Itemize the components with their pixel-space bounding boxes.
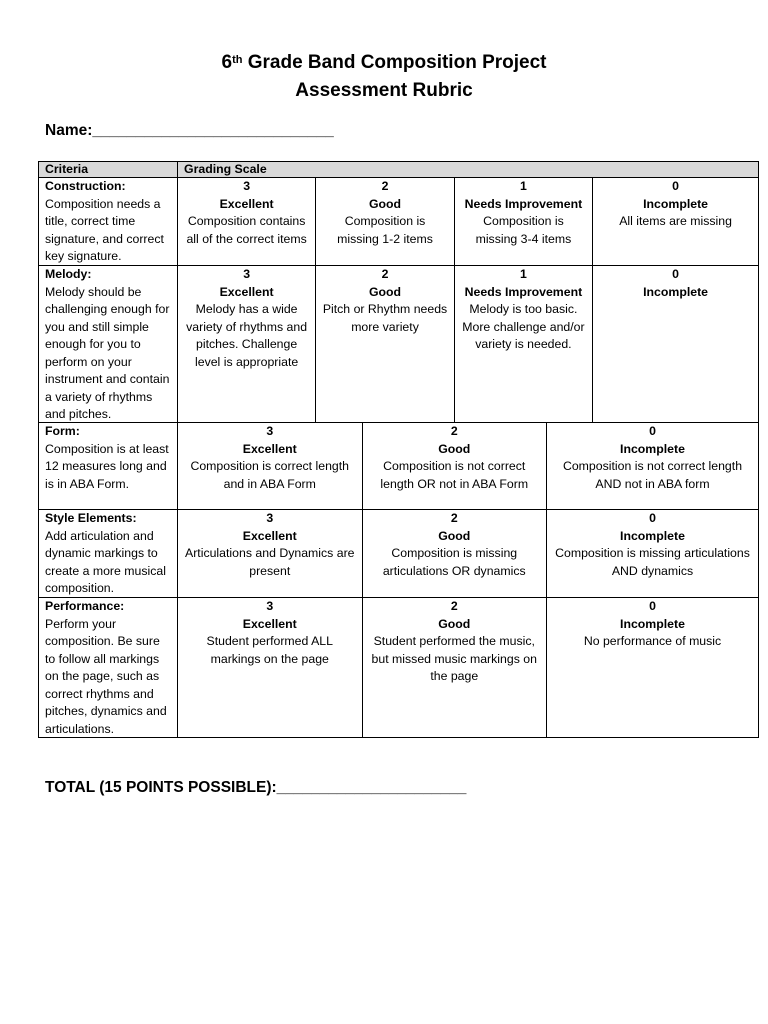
name-field-label: Name:____________________________ (45, 122, 334, 139)
title-grade-number: 6 (221, 52, 233, 73)
rubric-table (38, 161, 759, 738)
level-score: 0 (672, 179, 679, 193)
level-grade: Excellent (242, 616, 297, 631)
rubric-header-row (38, 161, 759, 178)
title-line1: Grade Band Composition Project (242, 52, 547, 73)
level-text: Composition is missing 1-2 items (337, 214, 433, 246)
criterion-cell (39, 178, 178, 265)
level-text: Composition is missing articulations OR dynamics (382, 546, 526, 578)
level-score: 2 (450, 424, 458, 438)
level-score: 1 (520, 267, 527, 281)
level-score: 2 (450, 599, 458, 613)
level-cell (455, 266, 593, 422)
level-grade: Good (368, 196, 402, 211)
level-grade: Good (368, 284, 402, 299)
rubric-row-form (38, 423, 759, 510)
level-text: Composition is not correct length OR not in ABA Form (380, 459, 529, 491)
criterion-label: Melody: (45, 267, 92, 281)
criterion-description: Composition needs a title, correct time signature, and correct key signature. (45, 196, 164, 263)
level-grade: Incomplete (620, 616, 685, 631)
level-score: 2 (381, 267, 389, 281)
level-grade: Excellent (242, 528, 297, 543)
level-grade: Needs Improvement (464, 196, 583, 211)
criterion-cell (39, 266, 178, 422)
criterion-description: Perform your composition. Be sure to follow all markings on the page, such as correct rhythms and pitches, dynamics and articulations. (45, 616, 167, 736)
criterion-cell (39, 423, 178, 509)
level-score: 3 (243, 179, 251, 193)
criterion-label: Construction: (45, 179, 126, 193)
level-text: Composition is missing 3-4 items (475, 214, 572, 246)
criterion-label: Form: (45, 424, 80, 438)
level-grade: Good (438, 441, 471, 456)
level-grade: Good (438, 528, 471, 543)
level-cell (547, 423, 758, 509)
level-score: 0 (649, 599, 656, 613)
level-grade: Incomplete (620, 528, 685, 543)
level-cell (316, 178, 454, 265)
level-grade: Good (438, 616, 471, 631)
level-cell (593, 266, 758, 422)
level-grade: Excellent (219, 284, 274, 299)
level-score: 3 (266, 599, 274, 613)
level-cell (316, 266, 454, 422)
level-score: 3 (266, 511, 274, 525)
page-title (0, 48, 768, 77)
level-score: 2 (450, 511, 458, 525)
rubric-row-style-elements (38, 510, 759, 598)
criterion-cell (39, 510, 178, 597)
level-score: 0 (649, 511, 656, 525)
level-grade: Needs Improvement (464, 284, 583, 299)
grading-scale-header: Grading Scale (184, 162, 267, 176)
level-text: Composition is missing articulations AND dynamics (555, 546, 750, 578)
level-cell (178, 266, 316, 422)
level-text: Composition is correct length and in ABA Form (190, 459, 350, 491)
level-cell (363, 510, 548, 597)
level-cell (593, 178, 758, 265)
rubric-row-melody (38, 266, 759, 423)
rubric-row-performance (38, 598, 759, 738)
level-grade: Excellent (219, 196, 274, 211)
level-text: Pitch or Rhythm needs more variety (322, 302, 448, 334)
level-score: 0 (672, 267, 679, 281)
level-score: 1 (520, 179, 527, 193)
criterion-cell (39, 598, 178, 737)
level-cell (547, 510, 758, 597)
level-grade: Incomplete (643, 196, 709, 211)
level-text: Articulations and Dynamics are present (185, 546, 355, 578)
level-cell (363, 423, 548, 509)
criterion-label: Performance: (45, 599, 125, 613)
level-cell (363, 598, 548, 737)
level-cell (178, 510, 363, 597)
total-points-label: TOTAL (15 POINTS POSSIBLE):______________________ (45, 779, 467, 796)
level-score: 2 (381, 179, 389, 193)
level-score: 3 (243, 267, 251, 281)
level-grade: Incomplete (643, 284, 709, 299)
criterion-description: Add articulation and dynamic markings to create a more musical composition. (45, 528, 166, 595)
level-text: Student performed ALL markings on the page (206, 634, 333, 666)
level-cell (178, 598, 363, 737)
level-text: Melody is too basic. More challenge and/or variety is needed. (462, 302, 585, 351)
level-cell (455, 178, 593, 265)
level-score: 0 (649, 424, 656, 438)
level-text: Melody has a wide variety of rhythms and pitches. Challenge level is appropriate (186, 302, 308, 369)
level-text: All items are missing (619, 214, 732, 228)
level-cell (178, 423, 363, 509)
level-text: No performance of music (583, 634, 722, 648)
level-grade: Incomplete (620, 441, 685, 456)
level-score: 3 (266, 424, 274, 438)
criterion-description: Melody should be challenging enough for you and still simple enough for you to perform on your instrument and contain a variety of rhythms and pitches. (45, 284, 170, 421)
level-text: Composition is not correct length AND not in ABA form (562, 459, 743, 491)
level-text: Student performed the music, but missed music markings on the page (371, 634, 537, 683)
criteria-header: Criteria (39, 162, 178, 177)
criterion-label: Style Elements: (45, 511, 137, 525)
criterion-description: Composition is at least 12 measures long and is in ABA Form. (45, 441, 169, 491)
page-subtitle: Assessment Rubric (295, 80, 473, 101)
level-grade: Excellent (242, 441, 297, 456)
title-grade-suffix: th (232, 54, 243, 66)
level-text: Composition contains all of the correct items (186, 214, 307, 246)
rubric-row-construction (38, 178, 759, 266)
level-cell (178, 178, 316, 265)
level-cell (547, 598, 758, 737)
